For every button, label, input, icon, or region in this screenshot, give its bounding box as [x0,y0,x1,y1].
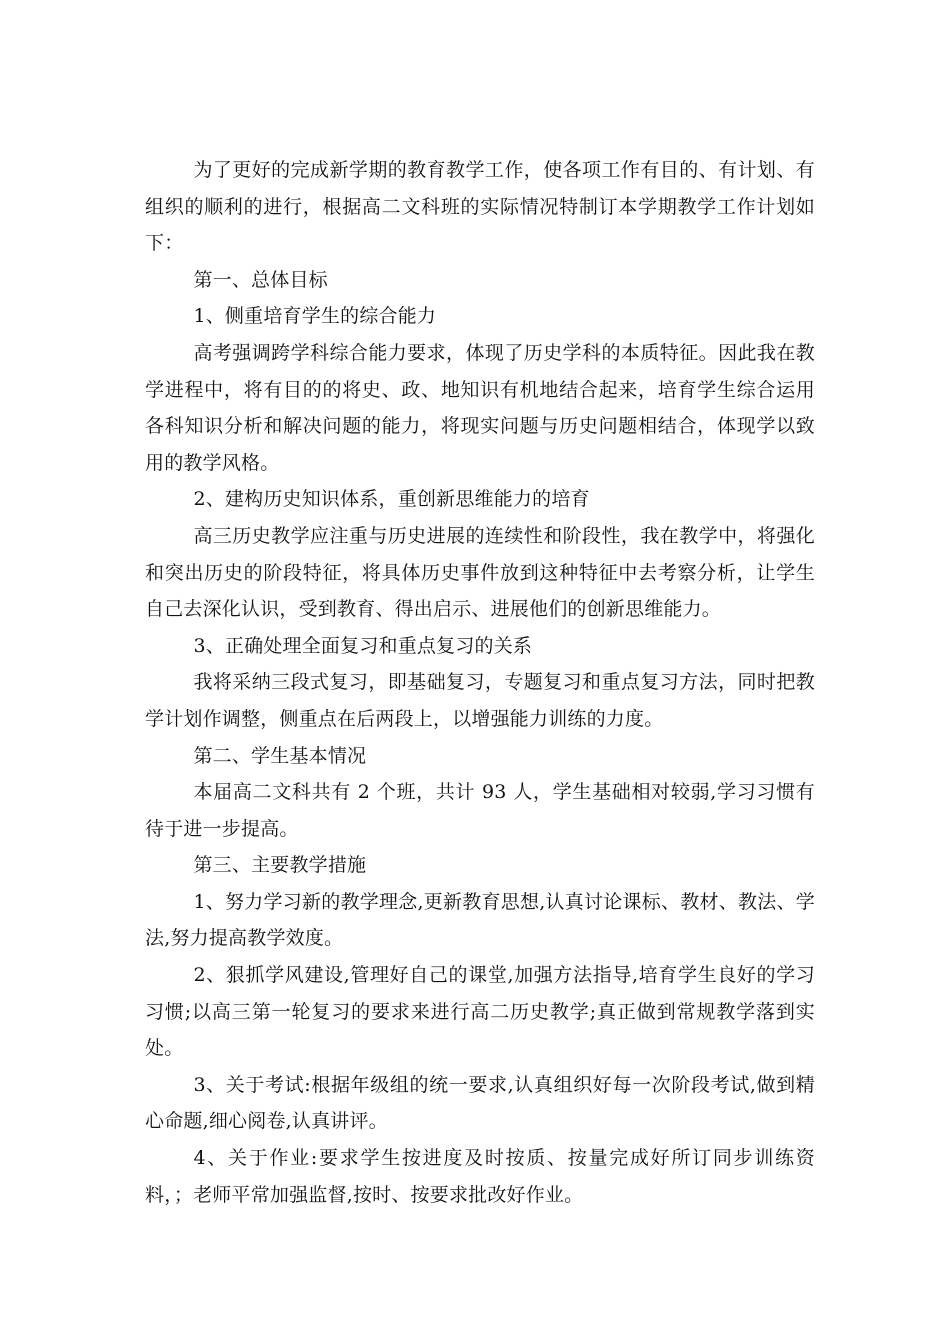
document-body [145,152,815,1213]
subheading-knowledge-system: 2、建构历史知识体系，重创新思维能力的培育 [193,488,590,511]
section-heading-teaching-measures: 第三、主要教学措施 [193,854,367,877]
measure-item: 3、关于考试:根据年级组的统一要求,认真组织好每一次阶段考试,做到精心命题,细心阅卷,认真讲评。 [145,1073,815,1133]
section-heading-overall-goals: 第一、总体目标 [193,268,328,291]
body-paragraph: 高考强调跨学科综合能力要求，体现了历史学科的本质特征。因此我在教学进程中，将有目的的将史、政、地知识有机地结合起来，培育学生综合运用各科知识分析和解决问题的能力，将现实问题与历史问题相结合，体现学以致用的教学风格。 [145,341,815,474]
body-paragraph: 高三历史教学应注重与历史进展的连续性和阶段性，我在教学中，将强化和突出历史的阶段特征，将具体历史事件放到这种特征中去考察分析，让学生自己去深化认识，受到教育、得出启示、进展他们的创新思维能力。 [145,524,815,621]
measure-item: 4、关于作业:要求学生按进度及时按质、按量完成好所订同步训练资料，；老师平常加强监督,按时、按要求批改好作业。 [145,1147,815,1206]
section-heading-student-situation: 第二、学生基本情况 [193,744,367,767]
body-paragraph: 我将采纳三段式复习，即基础复习，专题复习和重点复习方法，同时把教学计划作调整，侧重点在后两段上，以增强能力训练的力度。 [145,671,815,730]
measure-item: 2、狠抓学风建设,管理好自己的课堂,加强方法指导,培育学生良好的学习习惯;以高三第一轮复习的要求来进行高二历史教学;真正做到常规教学落到实处。 [145,964,815,1060]
subheading-comprehensive-ability: 1、侧重培育学生的综合能力 [193,305,437,328]
measure-item: 1、努力学习新的教学理念,更新教育思想,认真讨论课标、教材、教法、学法,努力提高教学效度。 [145,890,815,950]
body-paragraph: 本届高二文科共有 2 个班，共计 93 人，学生基础相对较弱,学习习惯有待于进一步提高。 [145,781,815,840]
subheading-review-relationship: 3、正确处理全面复习和重点复习的关系 [193,634,533,657]
intro-paragraph: 为了更好的完成新学期的教育教学工作，使各项工作有目的、有计划、有组织的顺利的进行，根据高二文科班的实际情况特制订本学期教学工作计划如下： [145,159,815,255]
